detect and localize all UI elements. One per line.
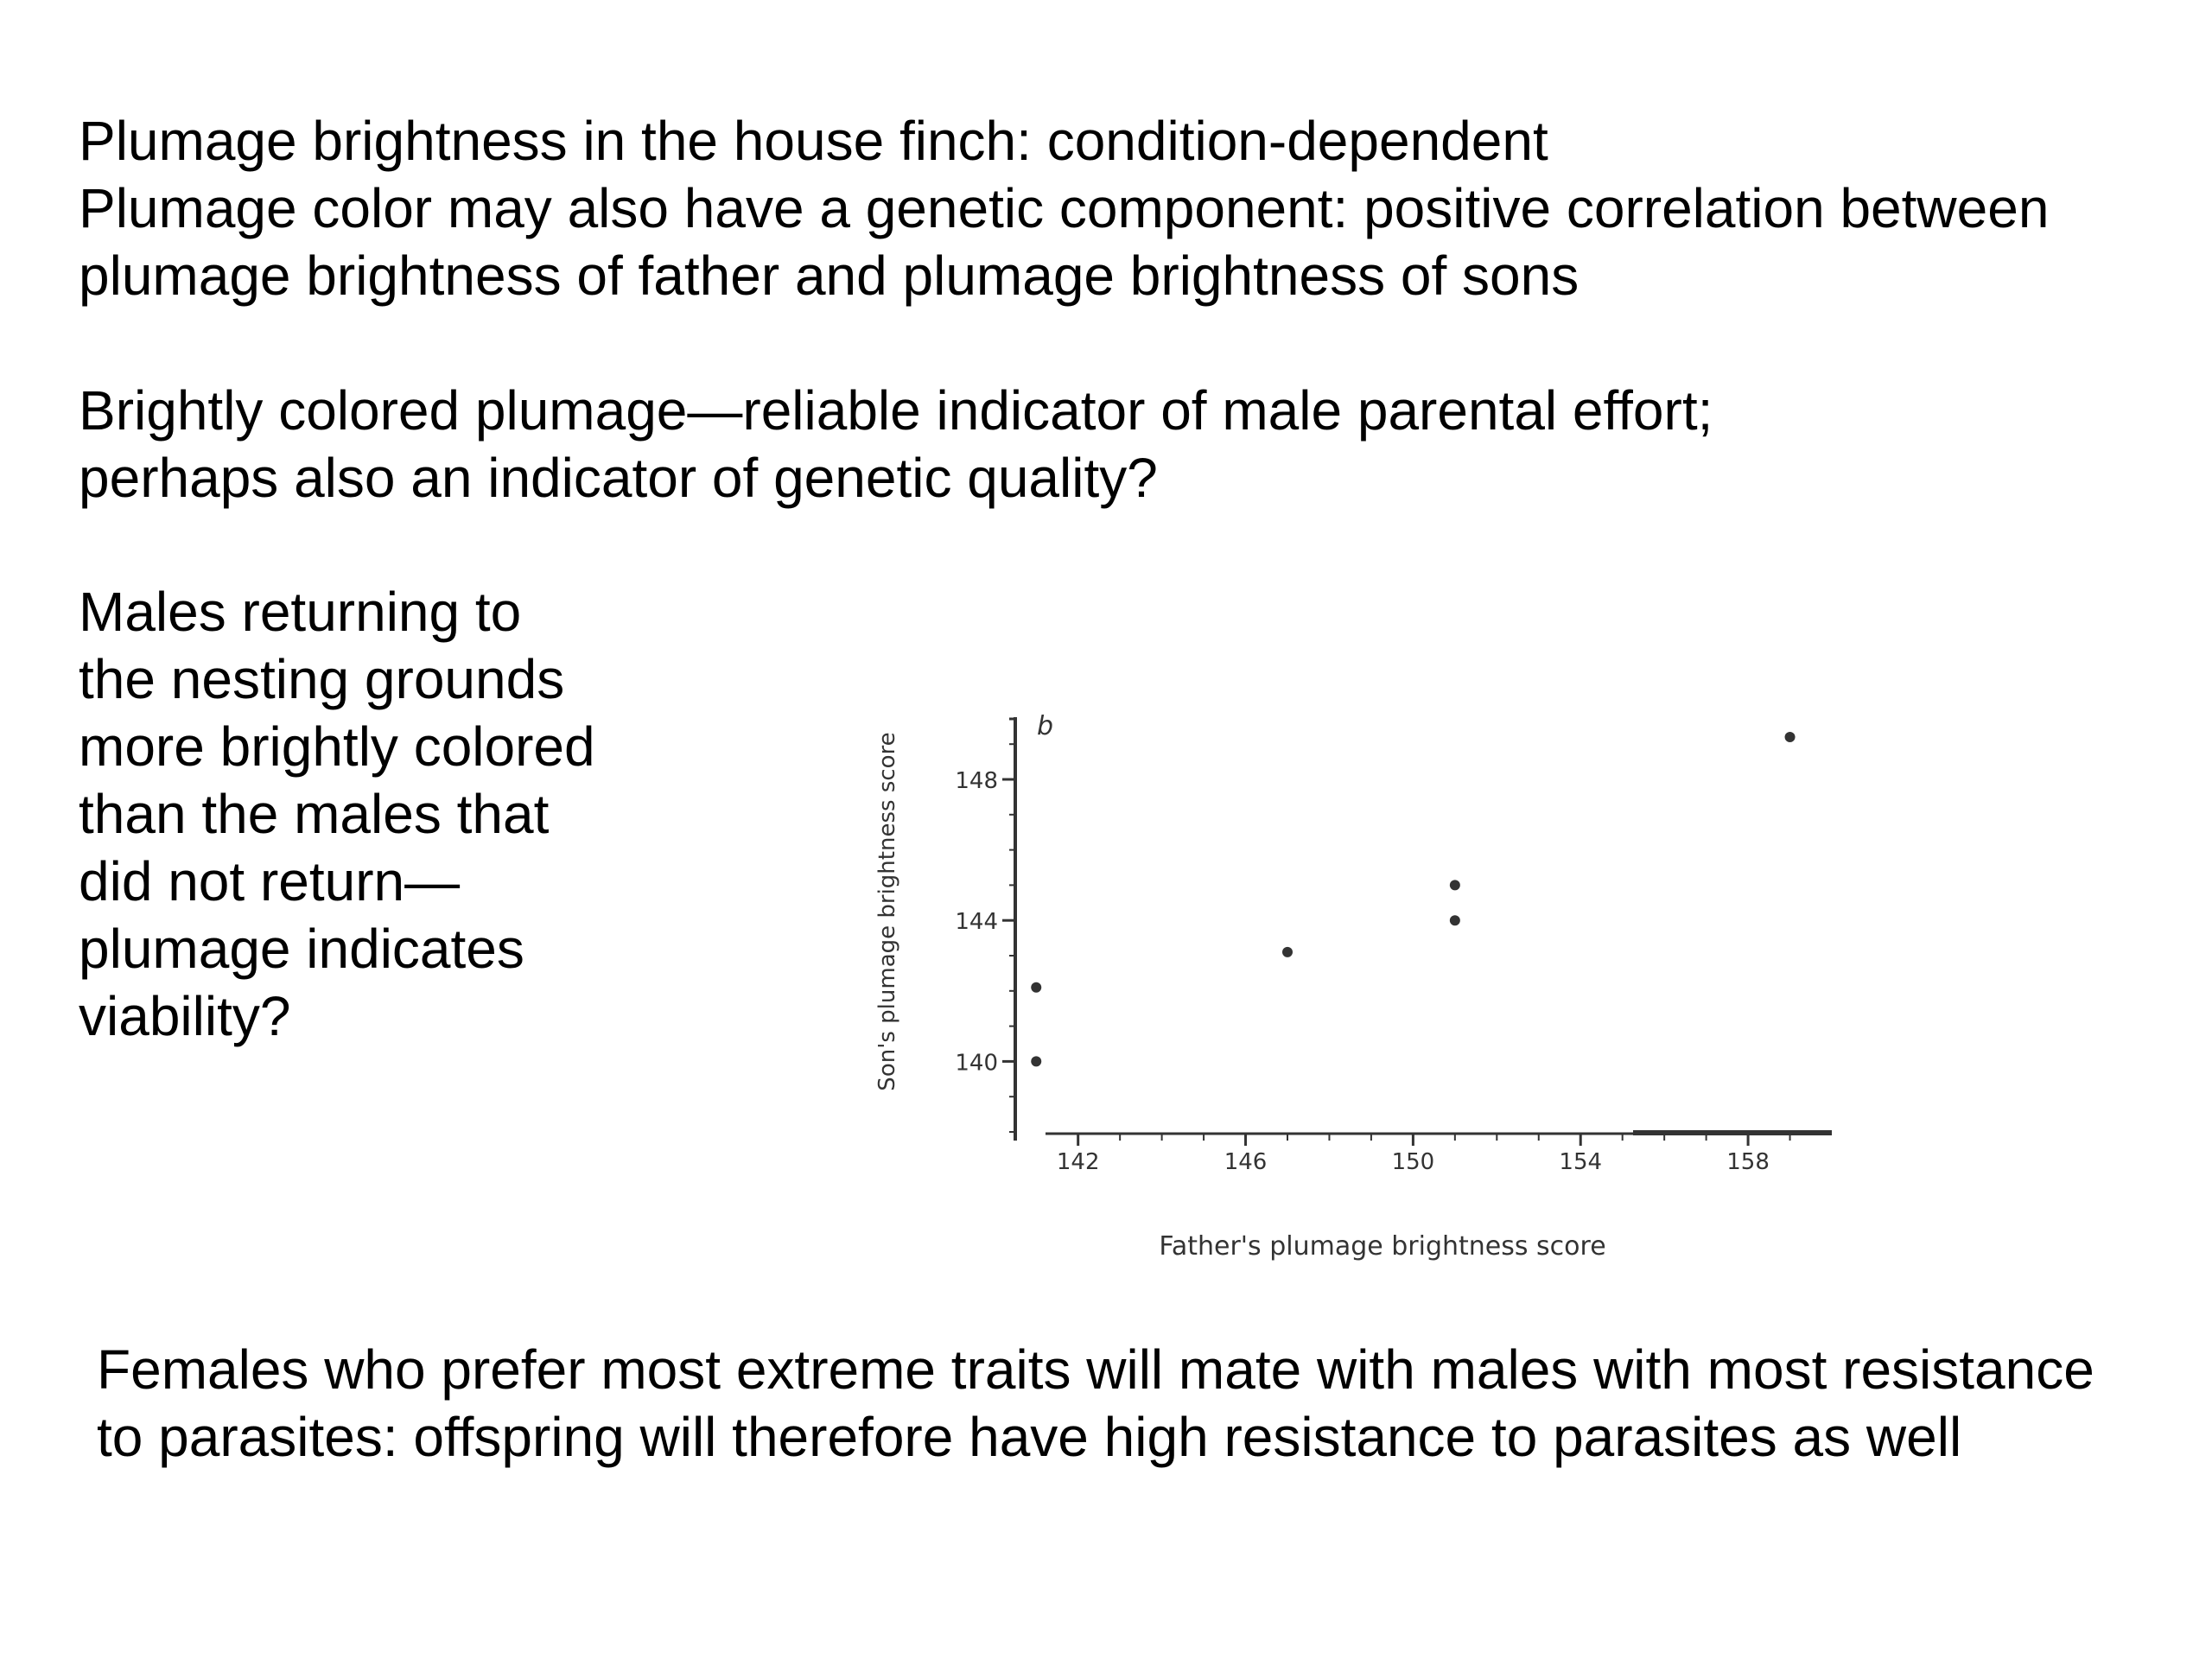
y-tick-label: 140 bbox=[955, 1050, 998, 1077]
panel-label: b bbox=[1037, 711, 1054, 741]
scatter-plot bbox=[847, 683, 1866, 1287]
brightness-scatter-figure bbox=[847, 683, 1866, 1287]
intro-line: plumage brightness of father and plumage brightness of sons bbox=[79, 245, 1580, 307]
x-tick-label: 158 bbox=[1726, 1149, 1770, 1175]
returning-line: than the males that bbox=[79, 783, 550, 845]
returning-males-paragraph bbox=[79, 578, 595, 1050]
x-tick-label: 150 bbox=[1391, 1149, 1435, 1175]
y-tick-label: 148 bbox=[955, 768, 998, 794]
data-point bbox=[1785, 732, 1796, 742]
data-point bbox=[1450, 880, 1460, 890]
data-point bbox=[1031, 1056, 1041, 1066]
returning-line: Males returning to bbox=[79, 581, 522, 643]
indicator-line: Brightly colored plumage—reliable indicator of male parental effort; bbox=[79, 379, 1713, 442]
indicator-paragraph bbox=[79, 377, 1713, 512]
returning-line: plumage indicates bbox=[79, 918, 524, 980]
females-paragraph bbox=[97, 1336, 2094, 1471]
females-line: to parasites: offspring will therefore have high resistance to parasites as well bbox=[97, 1406, 1962, 1468]
indicator-line: perhaps also an indicator of genetic quality? bbox=[79, 447, 1158, 509]
data-point bbox=[1282, 947, 1293, 957]
returning-line: more brightly colored bbox=[79, 715, 595, 778]
data-point bbox=[1031, 982, 1041, 993]
returning-line: the nesting grounds bbox=[79, 648, 565, 710]
returning-line: did not return— bbox=[79, 850, 461, 912]
x-tick-label: 154 bbox=[1559, 1149, 1603, 1175]
y-tick-label: 144 bbox=[955, 909, 998, 936]
data-point bbox=[1450, 915, 1460, 925]
x-tick-label: 142 bbox=[1056, 1149, 1100, 1175]
x-tick-label: 146 bbox=[1224, 1149, 1268, 1175]
y-axis-label: Son's plumage brightness score bbox=[874, 732, 900, 1091]
returning-line: viability? bbox=[79, 985, 291, 1047]
intro-paragraph bbox=[79, 107, 2049, 309]
intro-line: Plumage color may also have a genetic component: positive correlation between bbox=[79, 177, 2050, 239]
intro-line: Plumage brightness in the house finch: condition-dependent bbox=[79, 110, 1548, 172]
females-line: Females who prefer most extreme traits will mate with males with most resistance bbox=[97, 1338, 2094, 1401]
x-axis-label: Father's plumage brightness score bbox=[1159, 1231, 1606, 1262]
